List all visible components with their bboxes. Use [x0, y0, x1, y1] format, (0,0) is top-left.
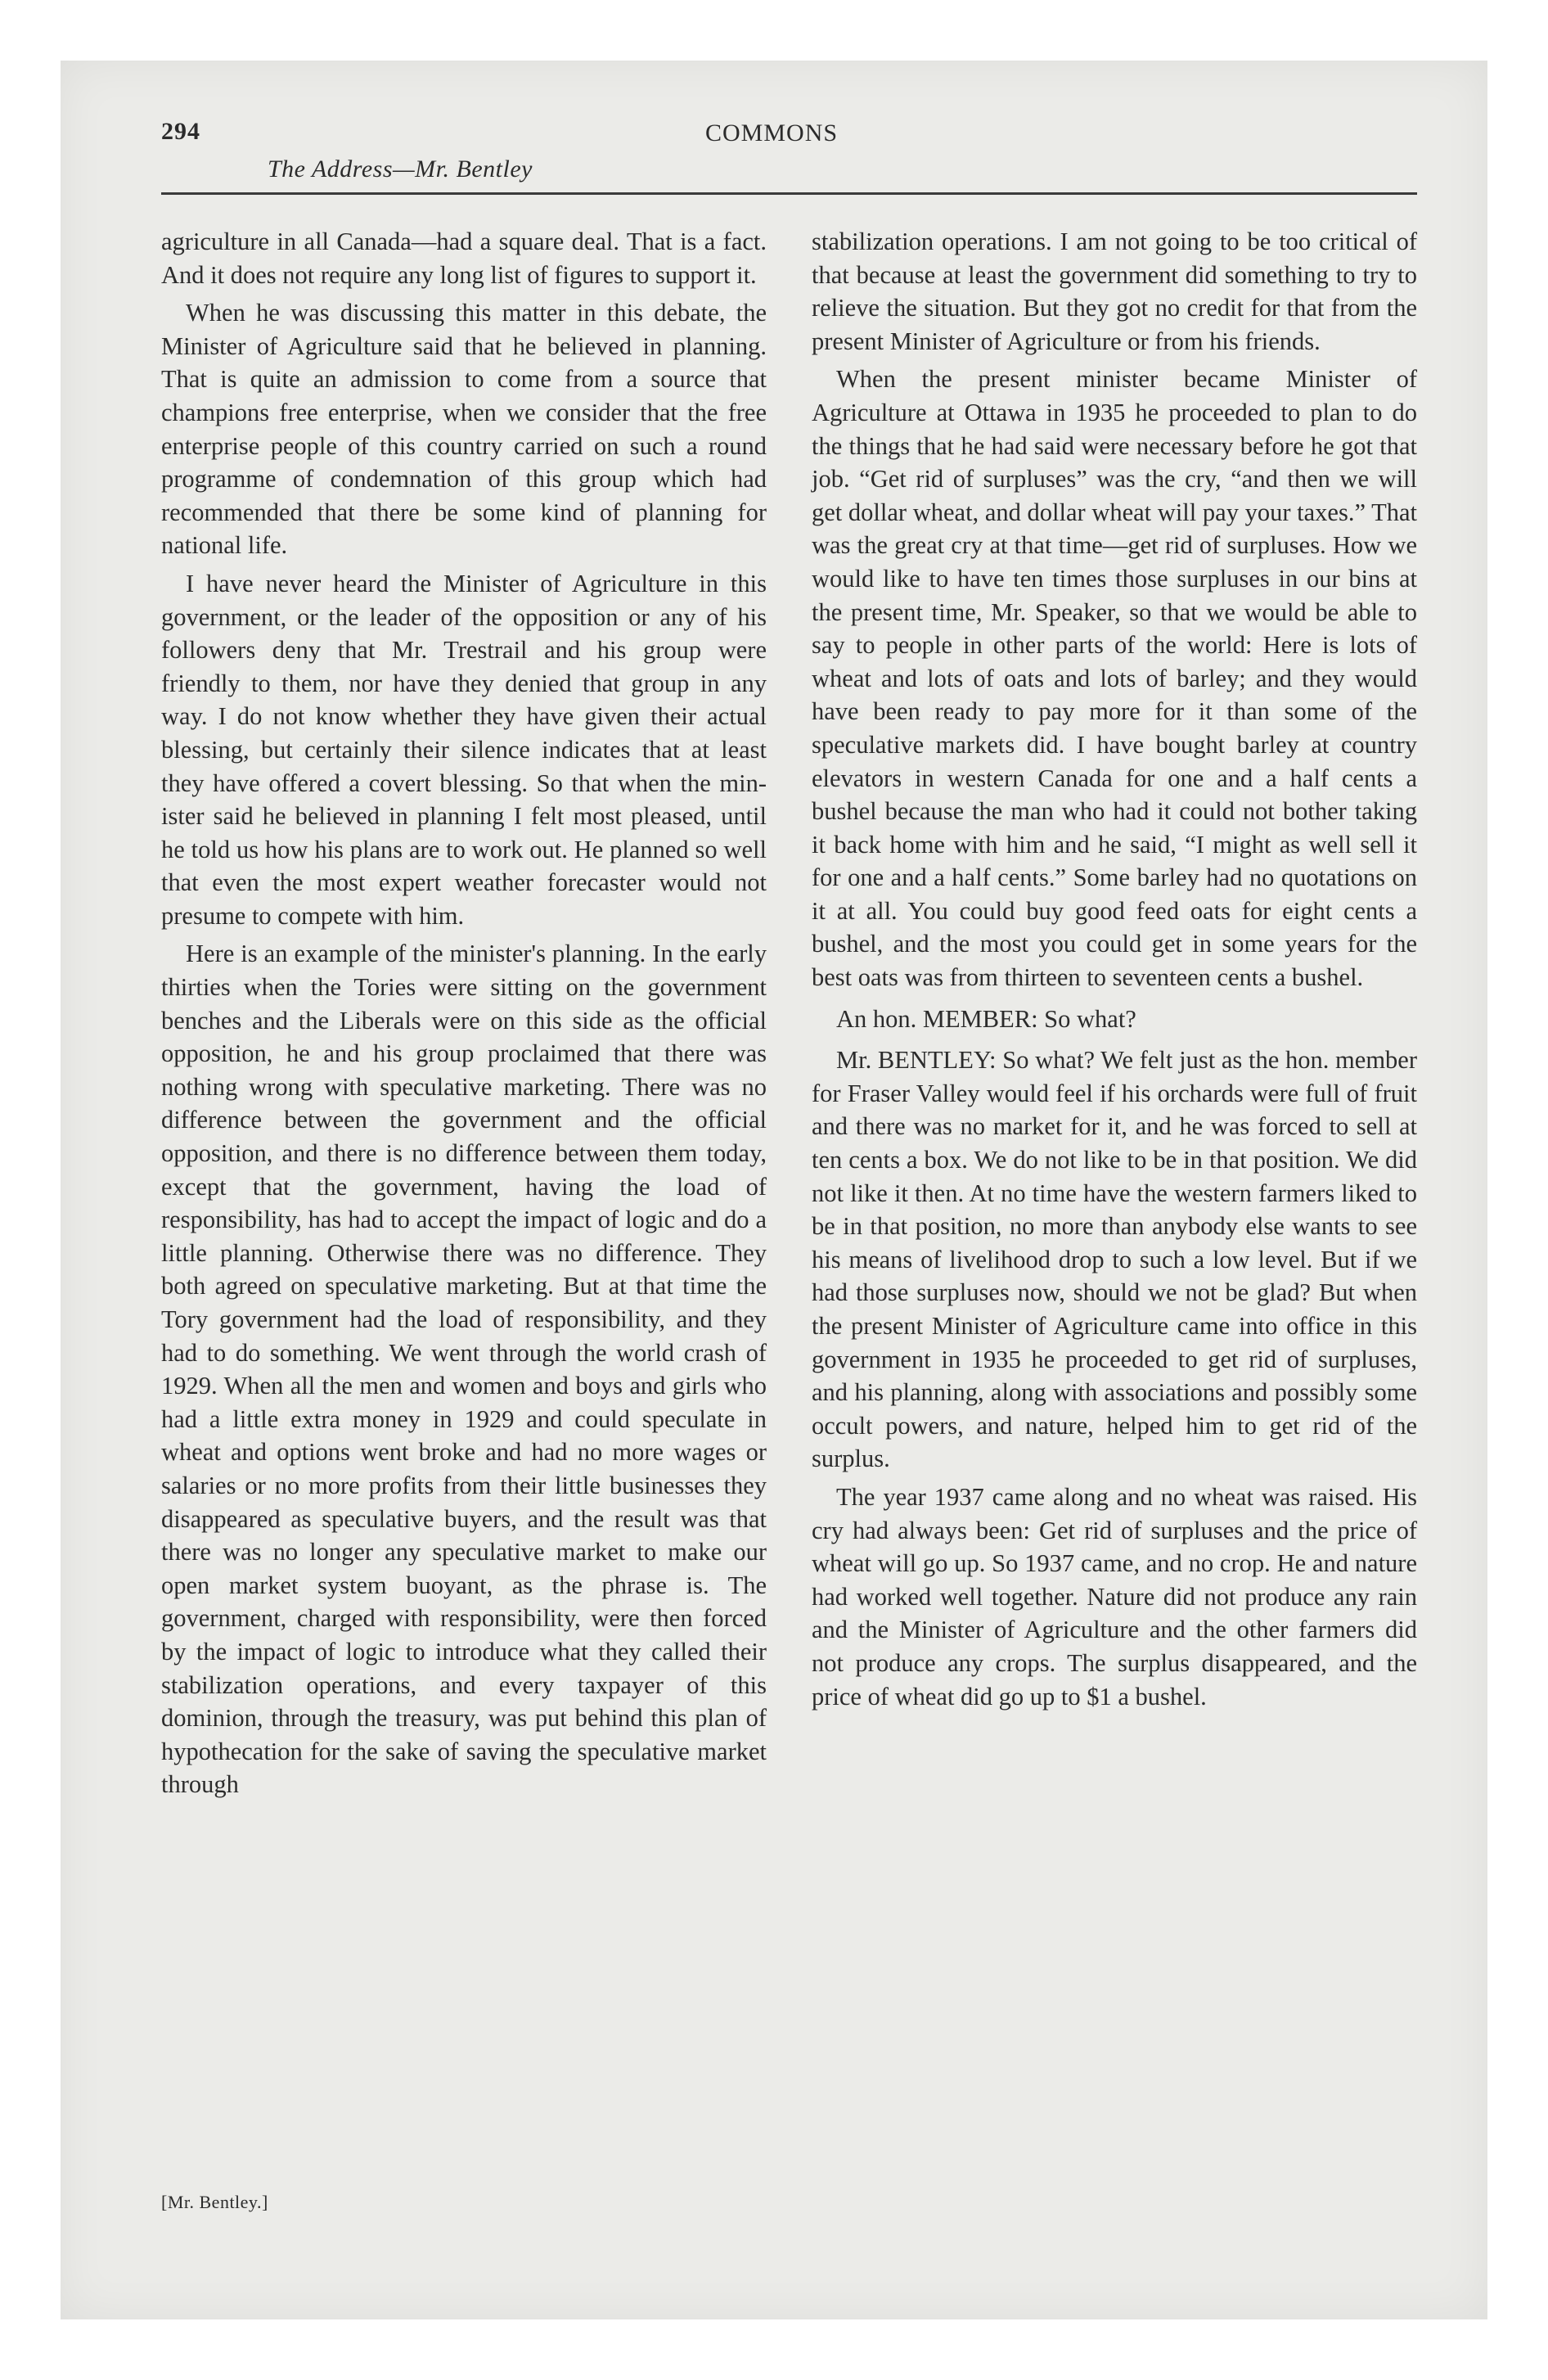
paragraph: Here is an example of the minister's planning. In the early thirties when the Tories were sitting on the government benches and the Liberals were on this side as the official opposition, he and his group proclaimed that there was nothing wrong with speculative marketing. There was no difference between the government and the official opposition, and there is no difference between them today, except that the government, having the load of responsibility, has had to accept the impact of logic and do a little planning. Otherwise there was no difference. They both agreed on speculative marketing. But at that time the Tory government had the load of responsibility, and they had to do something. We went through the world crash of 1929. When all the men and women and boys and girls who had a little extra money in 1929 and could speculate in wheat and options went broke and had no more wages or salaries or no more profits from their little businesses they disappeared as speculative buyers, and the result was that there was no longer any speculative market to make our open market system buoyant, as the phrase is. The government, charged with responsibility, were then forced by the impact of logic to introduce what they called their stabilization operations, and every taxpayer of this dominion, through the treasury, was put behind this plan of hypothecation for the sake of saving the speculative market through [161, 940, 767, 1799]
paragraph: When he was discussing this matter in this debate, the Minister of Agriculture said that he believed in planning. That is quite an admission to come from a source that champions free enterprise, when we consider that the free enterprise people of this country carried on such a round programme of condemnation of this group which had recommended that there be some kind of planning for national life. [161, 299, 767, 560]
paragraph: Mr. BENTLEY: So what? We felt just as the hon. member for Fraser Valley would feel if his orchards were full of fruit and there was no market for it, and he was forced to sell at ten cents a box. We do not like to be in that position. We did not like it then. At no time have the western farmers liked to be in that position, no more than anybody else wants to see his means of livelihood drop to such a low level. But if we had those surpluses now, should we not be glad? But when the present Minister of Agriculture came into office in this government in 1935 he proceeded to get rid of surpluses, and his planning, along with associations and possibly some occult powers, and nature, helped him to get rid of the surplus. [812, 1046, 1417, 1473]
paragraph: When the present minister became Minister of Agriculture at Ottawa in 1935 he proceeded to plan to do the things that he had said were necessary before he got that job. “Get rid of surpluses” was the cry, “and then we will get dollar wheat, and dollar wheat will pay your taxes.” That was the great cry at that time—get rid of surpluses. How we would like to have ten times those surpluses in our bins at the present time, Mr. Speaker, so that we would be able to say to people in other parts of the world: Here is lots of wheat and lots of oats and lots of barley; and they would have been ready to pay more for it than some of the speculative markets did. I have bought barley at country elevators in western Canada for one and a half cents a bushel because the man who had it could not bother taking it back home with him and he said, “I might as well sell it for one and a half cents.” Some barley had no quotations on it at all. You could buy good feed oats for eight cents a bushel, and the most you could get in some years for the best oats was from thirteen to seventeen cents a bushel. [812, 365, 1417, 992]
paragraph: The year 1937 came along and no wheat was raised. His cry had always been: Get rid of surpluses and the price of wheat will go up. So 1937 came, and no crop. He and nature had worked well together. Nature did not produce any rain and the Minister of Agriculture and the other farmers did not produce any crops. The surplus disappeared, and the price of wheat did go up to $1 a bushel. [812, 1482, 1417, 1711]
hansard-page [161, 115, 1417, 2275]
paragraph: stabilization operations. I am not going to be too critical of that because at least the government did something to try to relieve the situation. But they got no credit for that from the present Minister of Agriculture or from his friends. [812, 228, 1417, 355]
running-title: The Address—Mr. Bentley [268, 156, 533, 183]
interjection: An hon. MEMBER: So what? [836, 1004, 1136, 1033]
left-column [161, 225, 767, 1806]
right-column [812, 225, 1417, 1718]
paragraph: agriculture in all Canada—had a square deal. That is a fact. And it does not require any long list of figures to support it. [161, 228, 767, 289]
section-name: COMMONS [705, 119, 839, 146]
page-header [161, 115, 1417, 196]
speaker-footnote: [Mr. Bentley.] [161, 2192, 268, 2212]
paragraph: I have never heard the Minister of Agriculture in this government, or the leader of the opposition or any of his followers deny that Mr. Trestrail and his group were friendly to them, nor have they denied that group in any way. I do not know whether they have given their actual blessing, but certainly their silence indicates that at least they have offered a covert blessing. So that when the minister said he believed in planning I felt most pleased, until he told us how his plans are to work out. He planned so well that even the most expert weather forecaster would not presume to compete with him. [161, 569, 767, 930]
header-rule [161, 192, 1417, 195]
page-number: 294 [161, 118, 200, 145]
